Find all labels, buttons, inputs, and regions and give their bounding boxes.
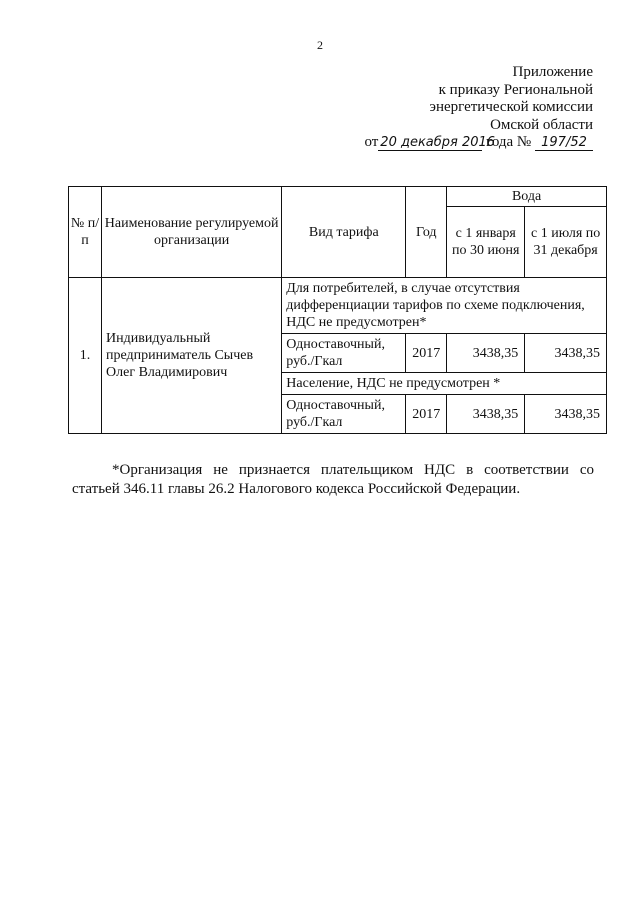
appendix-header	[364, 64, 593, 152]
header-period-first-half: с 1 января по 30 июня	[447, 207, 525, 278]
header-tariff-type: Вид тарифа	[282, 187, 406, 278]
handwritten-date: 20 декабря 2016	[380, 135, 496, 150]
year-number-label: года №	[486, 134, 532, 150]
table-header-row	[69, 187, 607, 207]
order-date-line	[364, 134, 593, 152]
header-period-second-half: с 1 июля по 31 декабря	[525, 207, 607, 278]
tariff-type-cell: Одноставочный, руб./Гкал	[282, 334, 406, 373]
row-number: 1.	[69, 278, 102, 434]
value-first-half: 3438,35	[447, 334, 525, 373]
footnote: *Организация не признается плательщиком НДС в соответствии со статьей 346.11 главы 26.2 Налогового кодекса Российской Федерации.	[72, 462, 594, 497]
header-year: Год	[406, 187, 447, 278]
header-num: № п/п	[69, 187, 102, 278]
tariff-type-cell: Одноставочный, руб./Гкал	[282, 395, 406, 434]
value-second-half: 3438,35	[525, 334, 607, 373]
appendix-order-ref: к приказу Региональной	[438, 81, 593, 98]
group-label-consumers: Для потребителей, в случае отсутствия дифференциации тарифов по схеме подключения, НДС не предусмотрен*	[282, 278, 607, 334]
table-row	[69, 278, 607, 334]
header-organization: Наименование регулируемой организации	[102, 187, 282, 278]
appendix-commission: энергетической комиссии	[429, 99, 593, 115]
year-cell: 2017	[406, 395, 447, 434]
value-second-half: 3438,35	[525, 395, 607, 434]
appendix-region: Омской области	[490, 116, 593, 133]
header-water: Вода	[447, 187, 607, 207]
page-number: 2	[317, 38, 323, 52]
group-label-population: Население, НДС не предусмотрен *	[282, 373, 607, 395]
value-first-half: 3438,35	[447, 395, 525, 434]
tariff-table	[68, 186, 607, 434]
organization-name: Индивидуальный предприниматель Сычев Олег Владимирович	[102, 278, 282, 434]
appendix-title: Приложение	[512, 64, 593, 80]
handwritten-order-number: 197/52	[535, 135, 593, 151]
year-cell: 2017	[406, 334, 447, 373]
from-label: от	[364, 134, 379, 150]
